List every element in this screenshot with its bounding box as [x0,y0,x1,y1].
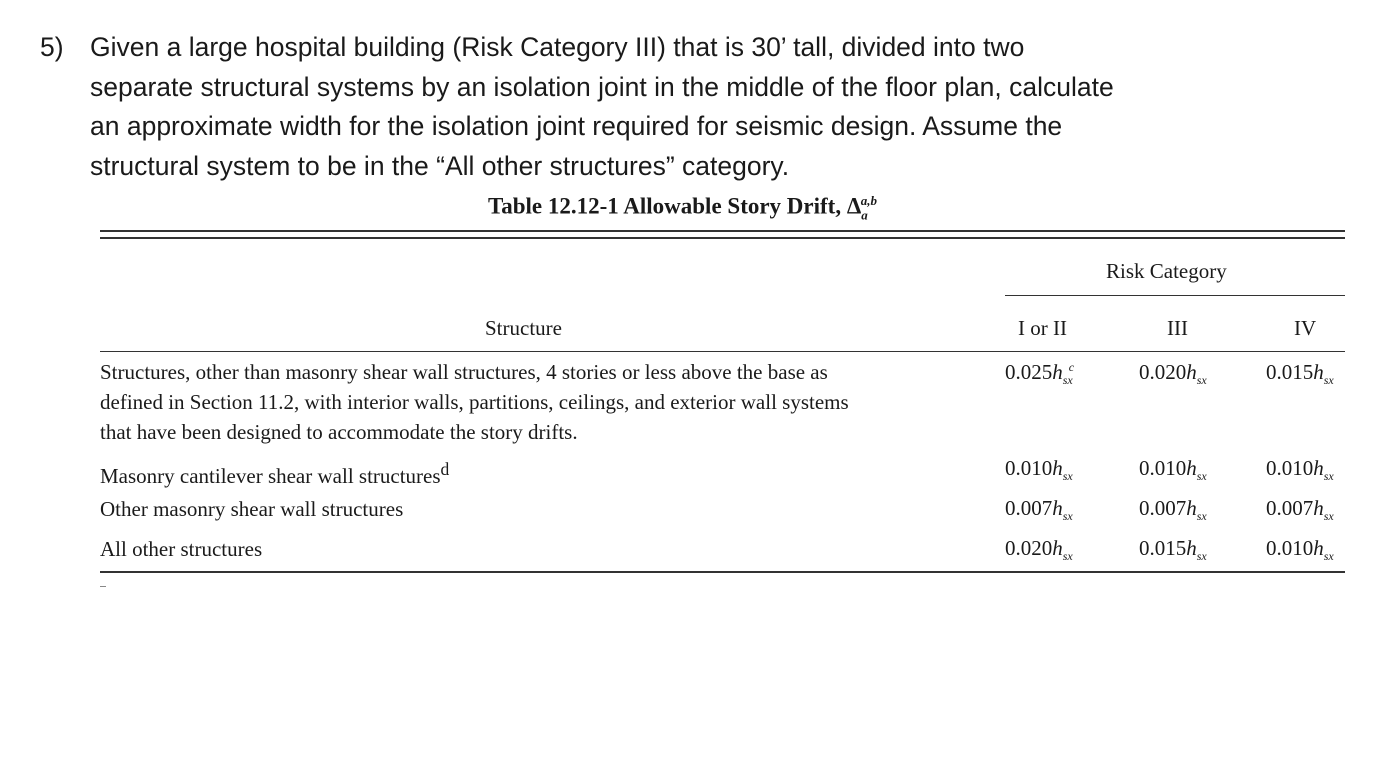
table-title-text: Table 12.12-1 Allowable Story Drift, Δ [488,193,862,219]
drift-value: $0.010h_{sx}$ [1266,456,1334,484]
row-label: Masonry cantilever shear wall structures$^d$ [100,459,450,488]
drift-value: $0.025h_{sx}^c$ [1005,360,1075,388]
stray-mark [100,586,106,587]
header-structure: Structure [485,316,562,340]
row-label-line: defined in Section 11.2, with interior walls, partitions, ceilings, and exterior wall systems [100,390,849,414]
header-iv: IV [1294,316,1317,340]
header-iii: III [1167,316,1188,340]
header-risk-category: Risk Category [1106,259,1227,283]
question-line: Given a large hospital building (Risk Category III) that is 30’ tall, divided into two [90,32,1025,62]
drift-value: $0.007h_{sx}$ [1005,496,1073,524]
row-label: Other masonry shear wall structures [100,497,404,521]
row-label: All other structures [100,537,263,561]
drift-value: $0.015h_{sx}$ [1139,536,1207,564]
question-text [90,28,1290,186]
question-number: 5) [40,32,64,62]
row-label [100,357,849,447]
header-i-or-ii: I or II [1018,316,1067,340]
question-line: an approximate width for the isolation joint required for seismic design. Assume the [90,111,1063,141]
table-top-rule-2 [100,237,1345,239]
table-title-sup: a,b [860,193,878,208]
table-title [488,193,884,223]
drift-value: $0.020h_{sx}$ [1139,360,1207,388]
drift-value: $0.007h_{sx}$ [1266,496,1334,524]
row-label-line: Structures, other than masonry shear wall structures, 4 stories or less above the base as [100,360,828,384]
question-line: structural system to be in the “All other structures” category. [90,150,790,181]
drift-value: $0.020h_{sx}$ [1005,536,1073,564]
table-title-sub: a [861,207,868,223]
header-bottom-rule [100,351,1345,352]
table-bottom-rule [100,571,1345,573]
table-top-rule [100,230,1345,232]
risk-category-rule [1005,295,1345,296]
drift-value: $0.015h_{sx}$ [1266,360,1334,388]
drift-value: $0.010h_{sx}$ [1266,536,1334,564]
drift-value: $0.007h_{sx}$ [1139,496,1207,524]
question-line: separate structural systems by an isolation joint in the middle of the floor plan, calculate [90,71,1114,102]
row-label-line: that have been designed to accommodate the story drifts. [100,420,578,444]
drift-value: $0.010h_{sx}$ [1139,456,1207,484]
drift-value: $0.010h_{sx}$ [1005,456,1073,484]
